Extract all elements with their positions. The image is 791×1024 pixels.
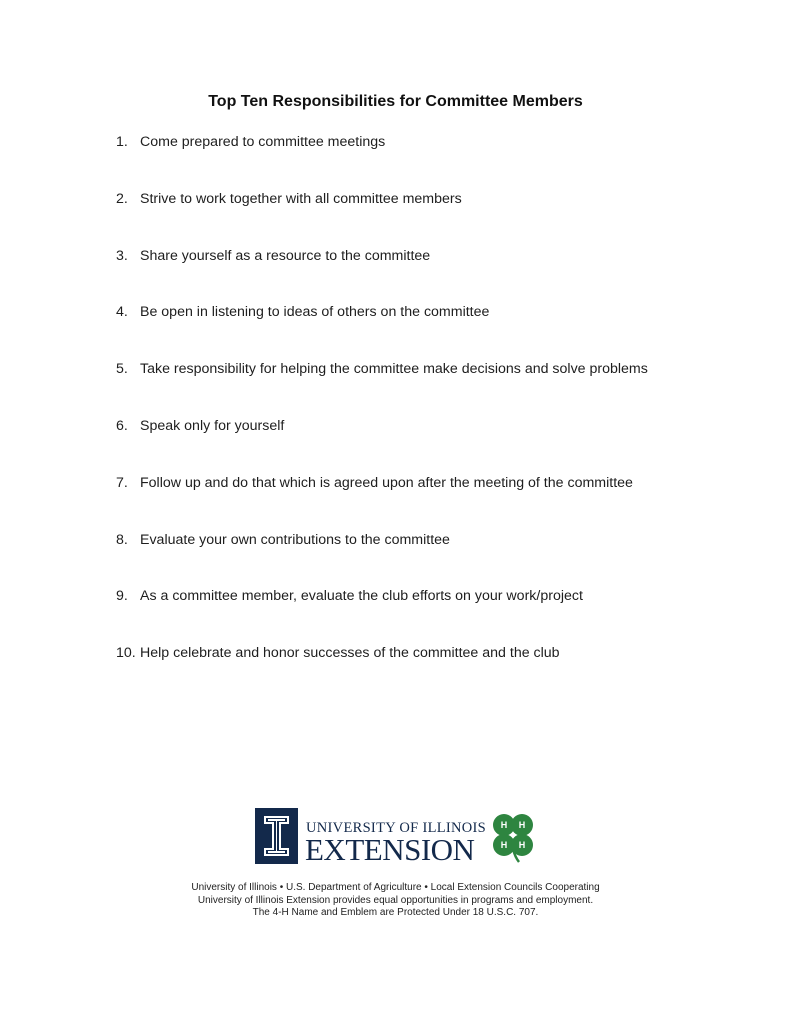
list-item: [116, 189, 756, 246]
svg-text:H: H: [518, 840, 526, 850]
list-item: [116, 416, 756, 473]
extension-logo: [255, 806, 545, 866]
item-number: 4.: [116, 304, 128, 321]
item-text: As a committee member, evaluate the club efforts on your work/project: [140, 588, 583, 605]
list-item: [116, 246, 756, 303]
item-number: 9.: [116, 588, 128, 605]
list-item: [116, 530, 756, 587]
item-text: Evaluate your own contributions to the committee: [140, 531, 450, 548]
item-number: 8.: [116, 531, 128, 548]
list-item: [116, 473, 756, 530]
responsibilities-list: [116, 132, 756, 700]
university-name: UNIVERSITY OF ILLINOIS: [306, 820, 487, 836]
item-text: Take responsibility for helping the committee make decisions and solve problems: [140, 361, 648, 378]
extension-wordmark: EXTENSION: [305, 832, 475, 867]
item-text: Speak only for yourself: [140, 417, 285, 434]
list-item: [116, 302, 756, 359]
list-item: [116, 132, 756, 189]
item-number: 6.: [116, 417, 128, 434]
item-text: Follow up and do that which is agreed upon after the meeting of the committee: [140, 474, 633, 491]
footer-line-cooperating: University of Illinois • U.S. Department of Agriculture • Local Extension Councils Cooperating: [191, 882, 600, 893]
list-item: [116, 359, 756, 416]
item-number: 5.: [116, 361, 128, 378]
item-text: Share yourself as a resource to the committee: [140, 247, 431, 264]
svg-text:H: H: [500, 820, 508, 830]
svg-text:H: H: [500, 840, 508, 850]
footer-disclaimer: [0, 882, 791, 920]
item-text: Strive to work together with all committee members: [140, 190, 462, 207]
page-title: Top Ten Responsibilities for Committee Members: [208, 93, 583, 110]
item-number: 10.: [116, 645, 136, 662]
4h-clover-icon: [485, 809, 541, 865]
list-item: [116, 643, 756, 700]
item-text: Help celebrate and honor successes of the committee and the club: [140, 645, 560, 662]
svg-text:H: H: [518, 820, 526, 830]
footer-line-equal-opportunity: University of Illinois Extension provides equal opportunities in programs and employment.: [197, 894, 594, 906]
block-i-logo-icon: [255, 808, 298, 864]
item-number: 2.: [116, 190, 128, 207]
list-item: [116, 586, 756, 643]
item-number: 3.: [116, 247, 128, 264]
item-text: Be open in listening to ideas of others on the committee: [140, 304, 490, 321]
footer-line-emblem-protection: The 4-H Name and Emblem are Protected Under 18 U.S.C. 707.: [252, 907, 539, 918]
item-number: 1.: [116, 134, 128, 150]
item-number: 7.: [116, 474, 128, 491]
item-text: Come prepared to committee meetings: [140, 134, 386, 150]
